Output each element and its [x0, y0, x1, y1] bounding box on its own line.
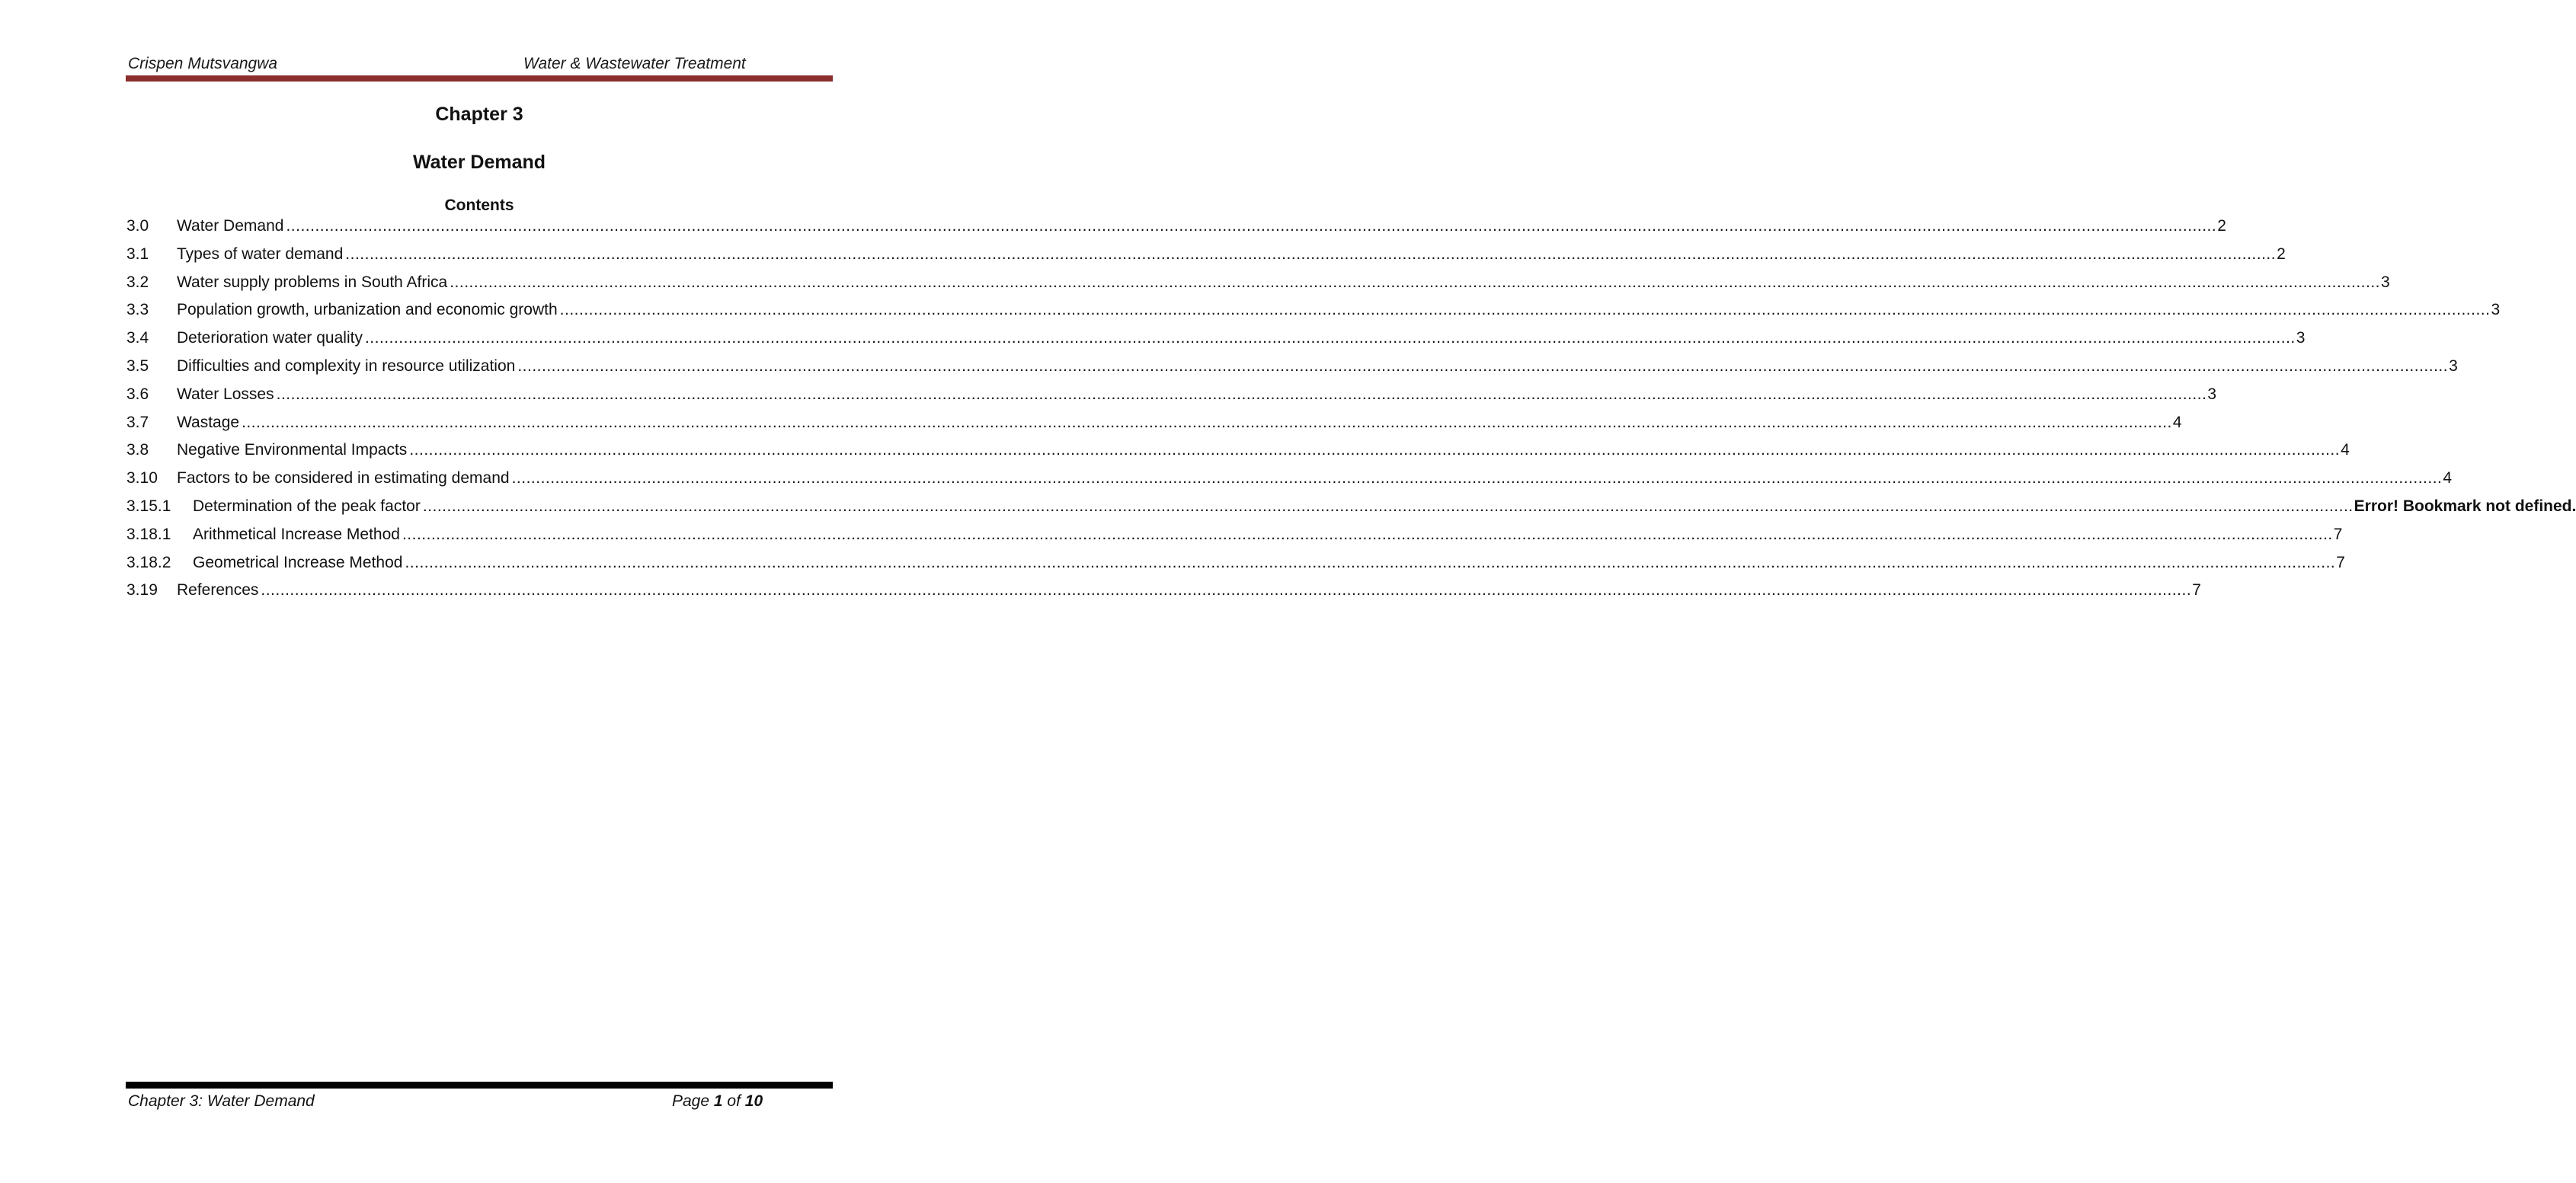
toc-entry-page: 7 — [2192, 581, 2201, 599]
chapter-subtitle: Water Demand — [412, 152, 546, 173]
toc-entry-title: Water Demand — [177, 217, 284, 235]
toc-entry-page: 3 — [2449, 356, 2458, 375]
toc-entry[interactable] — [126, 497, 2576, 526]
footer-rule — [126, 1082, 833, 1089]
page-header — [126, 55, 833, 75]
toc-dot-leader: ................................................................................................................................................................................................................................................................................................................................................................................................................ — [405, 553, 2336, 571]
toc-entry-number: 3.19 — [126, 581, 158, 599]
toc-dot-leader: ................................................................................................................................................................................................................................................................................................................................................................................................................ — [559, 301, 2491, 319]
toc-entry[interactable] — [126, 413, 2182, 442]
toc-entry-number: 3.0 — [126, 217, 149, 235]
toc-entry[interactable] — [126, 356, 2458, 385]
toc-entry-page: 4 — [2341, 441, 2350, 459]
toc-entry-number: 3.3 — [126, 301, 149, 319]
header-course: Water & Wastewater Treatment — [523, 55, 746, 72]
toc-entry[interactable] — [126, 441, 2350, 469]
toc-entry-number: 3.7 — [126, 413, 149, 431]
toc-dot-leader: ................................................................................................................................................................................................................................................................................................................................................................................................................ — [450, 273, 2381, 291]
toc-dot-leader: ................................................................................................................................................................................................................................................................................................................................................................................................................ — [517, 356, 2449, 375]
toc-entry-title: Negative Environmental Impacts — [177, 441, 408, 459]
toc-entry[interactable] — [126, 385, 2217, 414]
chapter-title: Chapter 3 — [435, 104, 523, 125]
toc-entry-number: 3.10 — [126, 469, 158, 488]
toc-entry[interactable] — [126, 301, 2501, 329]
toc-entry-page: 4 — [2443, 469, 2453, 488]
toc-entry-page: 3 — [2491, 301, 2501, 319]
toc-entry-title: References — [177, 581, 259, 599]
toc-dot-leader: ................................................................................................................................................................................................................................................................................................................................................................................................................ — [511, 469, 2443, 488]
toc-entry-number: 3.5 — [126, 356, 149, 375]
toc-entry-number: 3.4 — [126, 329, 149, 347]
toc-entry-page: 3 — [2381, 273, 2390, 291]
toc-entry-number: 3.1 — [126, 245, 149, 263]
toc-entry[interactable] — [126, 581, 2201, 609]
footer-page-word: Page — [672, 1092, 710, 1110]
toc-dot-leader: ................................................................................................................................................................................................................................................................................................................................................................................................................ — [276, 385, 2207, 403]
toc-entry[interactable] — [126, 329, 2306, 357]
header-rule — [126, 75, 833, 82]
contents-heading: Contents — [444, 197, 514, 214]
toc-entry-title: Water Losses — [177, 385, 274, 403]
header-author: Crispen Mutsvangwa — [128, 55, 278, 72]
toc-dot-leader: ................................................................................................................................................................................................................................................................................................................................................................................................................ — [286, 217, 2217, 235]
footer-page-of: of — [727, 1092, 741, 1110]
page-footer — [126, 1092, 833, 1112]
toc-entry-number: 3.6 — [126, 385, 149, 403]
toc-entry-number: 3.8 — [126, 441, 149, 459]
toc-dot-leader: ................................................................................................................................................................................................................................................................................................................................................................................................................ — [242, 413, 2172, 431]
toc-entry-page: 3 — [2296, 329, 2306, 347]
toc-dot-leader: ................................................................................................................................................................................................................................................................................................................................................................................................................ — [345, 245, 2277, 263]
toc-entry[interactable] — [126, 469, 2453, 497]
toc-dot-leader: ................................................................................................................................................................................................................................................................................................................................................................................................................ — [409, 441, 2341, 459]
toc-entry-title: Deterioration water quality — [177, 329, 363, 347]
toc-entry-title: Water supply problems in South Africa — [177, 273, 448, 291]
toc-entry-number: 3.18.2 — [126, 553, 171, 571]
toc-entry-title: Wastage — [177, 413, 240, 431]
toc-entry[interactable] — [126, 553, 2345, 582]
toc-entry[interactable] — [126, 525, 2343, 554]
toc-entry[interactable] — [126, 245, 2286, 273]
footer-chapter-label: Chapter 3: Water Demand — [128, 1092, 315, 1110]
toc-entry[interactable] — [126, 217, 2226, 245]
toc-entry-title: Arithmetical Increase Method — [193, 525, 400, 543]
toc-dot-leader: ................................................................................................................................................................................................................................................................................................................................................................................................................ — [402, 525, 2333, 543]
toc-dot-leader: ................................................................................................................................................................................................................................................................................................................................................................................................................ — [261, 581, 2192, 599]
toc-entry-page: Error! Bookmark not defined. — [2354, 497, 2576, 515]
toc-entry[interactable] — [126, 273, 2390, 302]
toc-entry-title: Determination of the peak factor — [193, 497, 421, 515]
toc-entry-title: Difficulties and complexity in resource utilization — [177, 356, 516, 375]
toc-entry-title: Geometrical Increase Method — [193, 553, 403, 571]
toc-entry-page: 7 — [2333, 525, 2343, 543]
footer-page-total: 10 — [744, 1092, 763, 1110]
table-of-contents — [126, 217, 2576, 609]
toc-entry-number: 3.15.1 — [126, 497, 171, 515]
toc-entry-page: 2 — [2277, 245, 2286, 263]
toc-entry-page: 4 — [2172, 413, 2182, 431]
toc-entry-title: Types of water demand — [177, 245, 344, 263]
footer-page-number — [672, 1092, 763, 1111]
toc-entry-page: 7 — [2336, 553, 2345, 571]
toc-entry-number: 3.18.1 — [126, 525, 171, 543]
toc-dot-leader: ................................................................................................................................................................................................................................................................................................................................................................................................................ — [422, 497, 2354, 515]
toc-entry-title: Factors to be considered in estimating demand — [177, 469, 510, 488]
toc-entry-page: 2 — [2217, 217, 2226, 235]
toc-entry-number: 3.2 — [126, 273, 149, 291]
toc-entry-page: 3 — [2207, 385, 2217, 403]
footer-page-current: 1 — [713, 1092, 723, 1110]
toc-entry-title: Population growth, urbanization and economic growth — [177, 301, 558, 319]
toc-dot-leader: ................................................................................................................................................................................................................................................................................................................................................................................................................ — [364, 329, 2296, 347]
